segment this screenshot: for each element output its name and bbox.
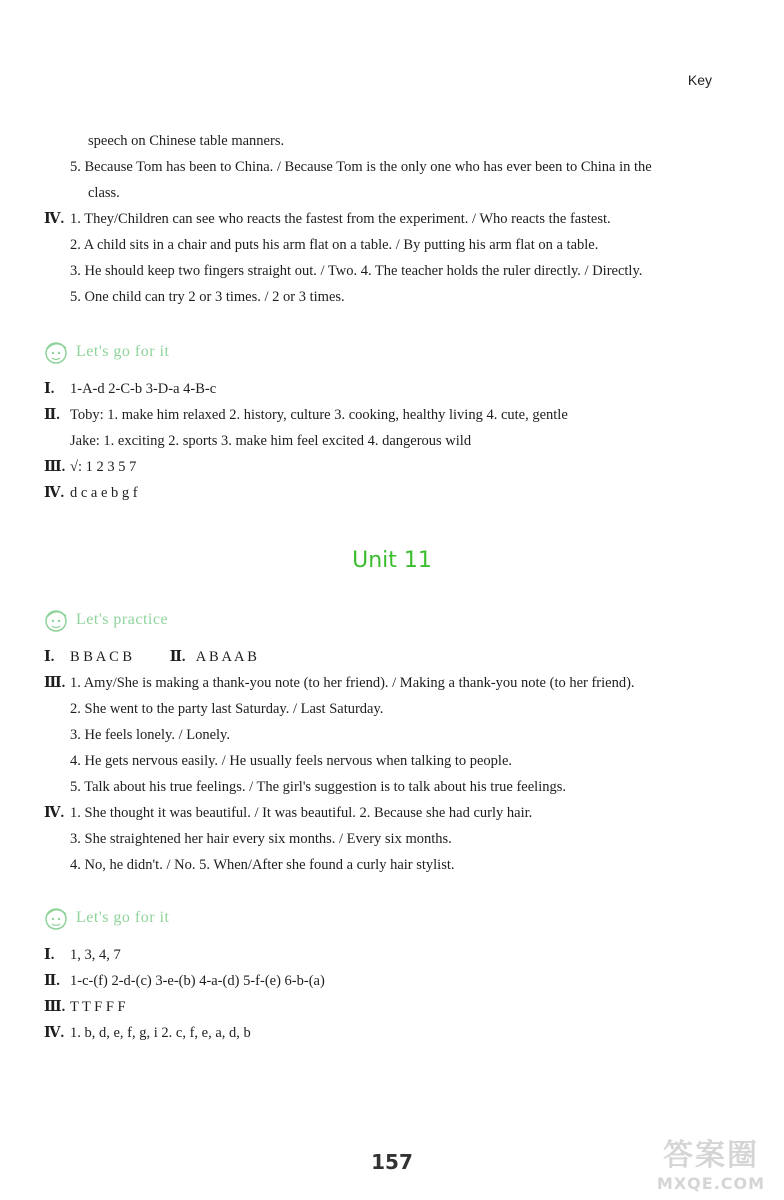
answer-row (44, 972, 325, 990)
answer-row (44, 946, 121, 964)
roman-numeral: Ⅲ. (44, 459, 66, 475)
answer-row (44, 998, 126, 1016)
answer-line: class. (88, 185, 120, 201)
roman-numeral: Ⅰ. (44, 947, 55, 963)
answer-row (44, 484, 138, 502)
answer-text: 1. She thought it was beautiful. / It was beautiful. 2. Because she had curly hair. (70, 805, 533, 821)
answer-row (44, 380, 216, 398)
student-head-icon (42, 337, 72, 367)
answer-line: 5. Because Tom has been to China. / Because Tom is the only one who has ever been to China in the (70, 159, 652, 175)
answer-line: 3. She straightened her hair every six months. / Every six months. (70, 831, 452, 847)
answer-line: 3. He feels lonely. / Lonely. (70, 727, 230, 743)
roman-numeral: Ⅳ. (44, 805, 65, 821)
roman-numeral: Ⅳ. (44, 1025, 65, 1041)
watermark-logo (646, 1130, 776, 1192)
answer-text: 1. They/Children can see who reacts the fastest from the experiment. / Who reacts the fastest. (70, 211, 611, 227)
answer-row (44, 406, 568, 424)
roman-numeral: Ⅲ. (44, 675, 66, 691)
answer-text: A B A A B (195, 649, 257, 665)
student-head-icon (42, 605, 72, 635)
answer-row (44, 804, 532, 822)
answer-row (44, 210, 611, 228)
section-title: Let's go for it (76, 343, 170, 360)
roman-numeral: Ⅳ. (44, 211, 65, 227)
answer-text: 1. Amy/She is making a thank-you note (to her friend). / Making a thank-you note (to her friend). (70, 675, 635, 691)
section-header (42, 337, 169, 367)
answer-text: 1-c-(f) 2-d-(c) 3-e-(b) 4-a-(d) 5-f-(e) 6-b-(a) (70, 973, 325, 989)
section-title: Let's practice (76, 611, 169, 628)
student-head-icon (42, 903, 72, 933)
answer-line: Jake: 1. exciting 2. sports 3. make him feel excited 4. dangerous wild (70, 433, 472, 449)
roman-numeral: Ⅳ. (44, 485, 65, 501)
answer-text: 1-A-d 2-C-b 3-D-a 4-B-c (70, 381, 217, 397)
answer-text: d c a e b g f (70, 485, 138, 501)
unit-title: Unit 11 (352, 548, 432, 573)
roman-numeral: Ⅰ. (44, 649, 55, 665)
section-header (42, 903, 169, 933)
answer-row (44, 1024, 251, 1042)
roman-numeral: Ⅱ. (44, 407, 60, 423)
answer-row (44, 674, 635, 692)
section-header (42, 605, 168, 635)
answer-row (44, 458, 136, 476)
answer-line: 2. She went to the party last Saturday. / Last Saturday. (70, 701, 384, 717)
answer-text: T T F F F (70, 999, 126, 1015)
answer-line: 2. A child sits in a chair and puts his arm flat on a table. / By putting his arm flat on a table. (70, 237, 599, 253)
answer-line: speech on Chinese table manners. (88, 133, 285, 149)
answer-text: Toby: 1. make him relaxed 2. history, culture 3. cooking, healthy living 4. cute, gentle (70, 407, 568, 423)
answer-line: 5. One child can try 2 or 3 times. / 2 or 3 times. (70, 289, 345, 305)
answer-line: 4. He gets nervous easily. / He usually feels nervous when talking to people. (70, 753, 513, 769)
watermark-text: 答案圈 (663, 1138, 759, 1173)
answer-text: 1. b, d, e, f, g, i 2. c, f, e, a, d, b (70, 1025, 251, 1041)
answer-text: B B A C B (70, 649, 133, 665)
roman-numeral: Ⅱ. (169, 649, 186, 665)
answer-text: √: 1 2 3 5 7 (70, 459, 137, 475)
roman-numeral: Ⅰ. (44, 381, 55, 397)
answer-text: 1, 3, 4, 7 (70, 947, 121, 963)
roman-numeral: Ⅲ. (44, 999, 66, 1015)
answer-line: 5. Talk about his true feelings. / The girl's suggestion is to talk about his true feelings. (70, 779, 567, 795)
roman-numeral: Ⅱ. (44, 973, 60, 989)
answer-line: 4. No, he didn't. / No. 5. When/After she found a curly hair stylist. (70, 857, 455, 873)
answer-line: 3. He should keep two fingers straight out. / Two. 4. The teacher holds the ruler directly. / Directly. (70, 263, 643, 279)
section-title: Let's go for it (76, 909, 170, 926)
header-key: Key (687, 72, 712, 88)
page-number: 157 (371, 1150, 413, 1174)
answer-row (44, 648, 257, 666)
watermark-text: MXQE.COM (656, 1174, 766, 1193)
